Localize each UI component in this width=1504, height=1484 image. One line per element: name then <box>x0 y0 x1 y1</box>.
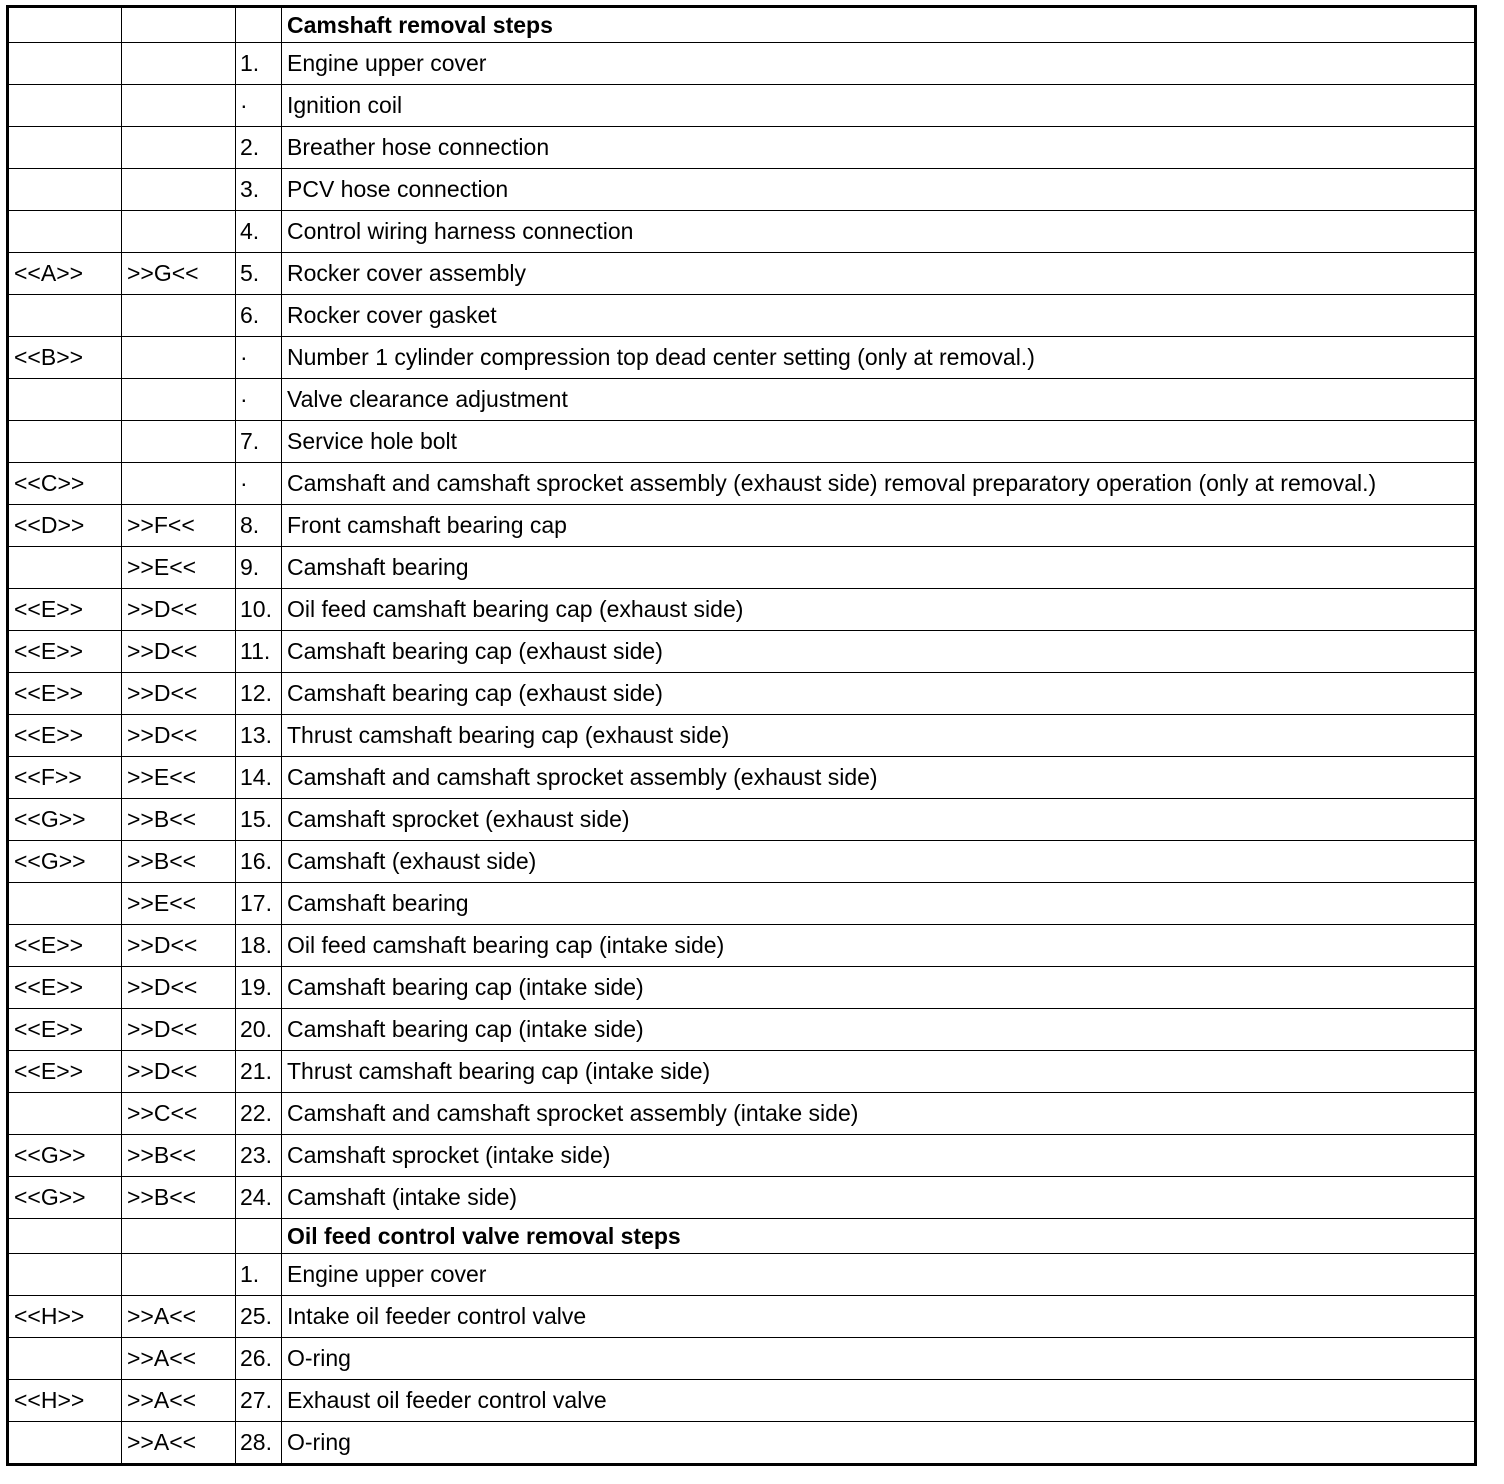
step-number-cell: 11. <box>236 631 282 673</box>
table-row <box>8 253 1476 295</box>
step-number-cell: 7. <box>236 421 282 463</box>
description-cell: Thrust camshaft bearing cap (intake side) <box>282 1051 1476 1093</box>
step-number-cell: 6. <box>236 295 282 337</box>
installation-ref-cell <box>122 1254 236 1296</box>
table-row <box>8 967 1476 1009</box>
step-number-cell <box>236 7 282 43</box>
description-cell: O-ring <box>282 1338 1476 1380</box>
table-row <box>8 211 1476 253</box>
table-row <box>8 1051 1476 1093</box>
description-cell: Breather hose connection <box>282 127 1476 169</box>
table-row <box>8 1177 1476 1219</box>
installation-ref-cell: >>B<< <box>122 799 236 841</box>
step-number-cell: · <box>236 379 282 421</box>
table-row <box>8 1009 1476 1051</box>
removal-ref-cell <box>8 85 122 127</box>
installation-ref-cell: >>F<< <box>122 505 236 547</box>
description-cell: Camshaft sprocket (intake side) <box>282 1135 1476 1177</box>
description-cell: Intake oil feeder control valve <box>282 1296 1476 1338</box>
installation-ref-cell: >>E<< <box>122 547 236 589</box>
description-cell: PCV hose connection <box>282 169 1476 211</box>
description-cell: Ignition coil <box>282 85 1476 127</box>
step-number-cell: 19. <box>236 967 282 1009</box>
removal-ref-cell: <<G>> <box>8 1177 122 1219</box>
removal-ref-cell <box>8 43 122 85</box>
step-number-cell: 23. <box>236 1135 282 1177</box>
removal-ref-cell: <<E>> <box>8 589 122 631</box>
table-row <box>8 925 1476 967</box>
table-row <box>8 1254 1476 1296</box>
removal-ref-cell <box>8 169 122 211</box>
removal-ref-cell: <<D>> <box>8 505 122 547</box>
table-row <box>8 673 1476 715</box>
table-row <box>8 295 1476 337</box>
table-row <box>8 757 1476 799</box>
removal-ref-cell <box>8 1093 122 1135</box>
installation-ref-cell: >>D<< <box>122 715 236 757</box>
description-cell: Front camshaft bearing cap <box>282 505 1476 547</box>
removal-ref-cell <box>8 211 122 253</box>
table-row <box>8 127 1476 169</box>
description-cell: Camshaft and camshaft sprocket assembly (exhaust side) <box>282 757 1476 799</box>
installation-ref-cell: >>E<< <box>122 883 236 925</box>
removal-ref-cell <box>8 1422 122 1465</box>
step-number-cell: 17. <box>236 883 282 925</box>
table-row <box>8 883 1476 925</box>
table-row <box>8 505 1476 547</box>
description-cell: Oil feed camshaft bearing cap (exhaust side) <box>282 589 1476 631</box>
step-number-cell: 15. <box>236 799 282 841</box>
removal-ref-cell: <<E>> <box>8 673 122 715</box>
description-cell: Control wiring harness connection <box>282 211 1476 253</box>
step-number-cell: 1. <box>236 1254 282 1296</box>
removal-steps-table-body <box>8 7 1476 1465</box>
section-header-row <box>8 1219 1476 1254</box>
step-number-cell: · <box>236 337 282 379</box>
table-row <box>8 799 1476 841</box>
installation-ref-cell: >>C<< <box>122 1093 236 1135</box>
installation-ref-cell: >>B<< <box>122 1135 236 1177</box>
step-number-cell: 25. <box>236 1296 282 1338</box>
installation-ref-cell: >>A<< <box>122 1380 236 1422</box>
installation-ref-cell: >>D<< <box>122 589 236 631</box>
table-row <box>8 43 1476 85</box>
removal-ref-cell: <<C>> <box>8 463 122 505</box>
step-number-cell: 8. <box>236 505 282 547</box>
step-number-cell: · <box>236 463 282 505</box>
removal-ref-cell: <<G>> <box>8 1135 122 1177</box>
step-number-cell: 12. <box>236 673 282 715</box>
description-cell: Rocker cover gasket <box>282 295 1476 337</box>
installation-ref-cell <box>122 211 236 253</box>
description-cell: Camshaft (exhaust side) <box>282 841 1476 883</box>
removal-ref-cell <box>8 883 122 925</box>
table-row <box>8 85 1476 127</box>
removal-ref-cell: <<E>> <box>8 631 122 673</box>
step-number-cell: 3. <box>236 169 282 211</box>
table-row <box>8 1296 1476 1338</box>
installation-ref-cell <box>122 295 236 337</box>
table-row <box>8 169 1476 211</box>
table-row <box>8 1338 1476 1380</box>
installation-ref-cell <box>122 463 236 505</box>
removal-ref-cell: <<E>> <box>8 715 122 757</box>
step-number-cell: 1. <box>236 43 282 85</box>
table-row <box>8 463 1476 505</box>
removal-ref-cell <box>8 1254 122 1296</box>
removal-ref-cell <box>8 547 122 589</box>
section-header-row <box>8 7 1476 43</box>
description-cell: Camshaft and camshaft sprocket assembly (intake side) <box>282 1093 1476 1135</box>
step-number-cell: 22. <box>236 1093 282 1135</box>
installation-ref-cell: >>B<< <box>122 1177 236 1219</box>
description-cell: Engine upper cover <box>282 1254 1476 1296</box>
step-number-cell: 24. <box>236 1177 282 1219</box>
installation-ref-cell <box>122 7 236 43</box>
table-row <box>8 589 1476 631</box>
installation-ref-cell <box>122 379 236 421</box>
removal-ref-cell <box>8 127 122 169</box>
table-row <box>8 1380 1476 1422</box>
step-number-cell: · <box>236 85 282 127</box>
removal-ref-cell: <<H>> <box>8 1296 122 1338</box>
removal-ref-cell: <<B>> <box>8 337 122 379</box>
step-number-cell: 2. <box>236 127 282 169</box>
description-cell: Camshaft bearing cap (intake side) <box>282 1009 1476 1051</box>
section-title: Camshaft removal steps <box>282 7 1476 43</box>
removal-ref-cell: <<E>> <box>8 1009 122 1051</box>
table-row <box>8 1093 1476 1135</box>
step-number-cell: 28. <box>236 1422 282 1465</box>
step-number-cell: 21. <box>236 1051 282 1093</box>
installation-ref-cell: >>D<< <box>122 1009 236 1051</box>
step-number-cell: 27. <box>236 1380 282 1422</box>
installation-ref-cell: >>B<< <box>122 841 236 883</box>
table-row <box>8 421 1476 463</box>
description-cell: Camshaft sprocket (exhaust side) <box>282 799 1476 841</box>
table-row <box>8 715 1476 757</box>
removal-ref-cell <box>8 295 122 337</box>
removal-ref-cell: <<E>> <box>8 1051 122 1093</box>
installation-ref-cell: >>D<< <box>122 1051 236 1093</box>
description-cell: Engine upper cover <box>282 43 1476 85</box>
description-cell: Oil feed camshaft bearing cap (intake side) <box>282 925 1476 967</box>
installation-ref-cell: >>D<< <box>122 925 236 967</box>
description-cell: O-ring <box>282 1422 1476 1465</box>
installation-ref-cell <box>122 337 236 379</box>
installation-ref-cell <box>122 1219 236 1254</box>
removal-ref-cell: <<G>> <box>8 841 122 883</box>
description-cell: Camshaft and camshaft sprocket assembly (exhaust side) removal preparatory operation (only at removal.) <box>282 463 1476 505</box>
removal-ref-cell: <<E>> <box>8 967 122 1009</box>
step-number-cell: 26. <box>236 1338 282 1380</box>
installation-ref-cell <box>122 169 236 211</box>
step-number-cell: 18. <box>236 925 282 967</box>
installation-ref-cell: >>D<< <box>122 967 236 1009</box>
table-row <box>8 1422 1476 1465</box>
description-cell: Camshaft bearing <box>282 883 1476 925</box>
table-row <box>8 547 1476 589</box>
description-cell: Rocker cover assembly <box>282 253 1476 295</box>
removal-ref-cell: <<H>> <box>8 1380 122 1422</box>
removal-ref-cell <box>8 421 122 463</box>
installation-ref-cell <box>122 421 236 463</box>
installation-ref-cell <box>122 43 236 85</box>
table-row <box>8 631 1476 673</box>
installation-ref-cell: >>D<< <box>122 631 236 673</box>
table-row <box>8 379 1476 421</box>
description-cell: Thrust camshaft bearing cap (exhaust side) <box>282 715 1476 757</box>
installation-ref-cell: >>D<< <box>122 673 236 715</box>
installation-ref-cell: >>A<< <box>122 1338 236 1380</box>
removal-ref-cell <box>8 1219 122 1254</box>
step-number-cell: 16. <box>236 841 282 883</box>
description-cell: Exhaust oil feeder control valve <box>282 1380 1476 1422</box>
step-number-cell <box>236 1219 282 1254</box>
description-cell: Service hole bolt <box>282 421 1476 463</box>
removal-steps-table <box>6 5 1477 1466</box>
description-cell: Camshaft bearing cap (exhaust side) <box>282 631 1476 673</box>
table-row <box>8 841 1476 883</box>
removal-ref-cell: <<F>> <box>8 757 122 799</box>
description-cell: Camshaft bearing cap (intake side) <box>282 967 1476 1009</box>
step-number-cell: 13. <box>236 715 282 757</box>
installation-ref-cell <box>122 85 236 127</box>
removal-ref-cell: <<G>> <box>8 799 122 841</box>
installation-ref-cell: >>A<< <box>122 1296 236 1338</box>
removal-ref-cell: <<E>> <box>8 925 122 967</box>
step-number-cell: 20. <box>236 1009 282 1051</box>
step-number-cell: 4. <box>236 211 282 253</box>
installation-ref-cell: >>G<< <box>122 253 236 295</box>
description-cell: Camshaft bearing <box>282 547 1476 589</box>
description-cell: Valve clearance adjustment <box>282 379 1476 421</box>
removal-ref-cell <box>8 1338 122 1380</box>
table-row <box>8 1135 1476 1177</box>
section-title: Oil feed control valve removal steps <box>282 1219 1476 1254</box>
table-row <box>8 337 1476 379</box>
removal-ref-cell <box>8 379 122 421</box>
installation-ref-cell: >>E<< <box>122 757 236 799</box>
installation-ref-cell <box>122 127 236 169</box>
description-cell: Number 1 cylinder compression top dead center setting (only at removal.) <box>282 337 1476 379</box>
removal-ref-cell: <<A>> <box>8 253 122 295</box>
description-cell: Camshaft (intake side) <box>282 1177 1476 1219</box>
removal-ref-cell <box>8 7 122 43</box>
step-number-cell: 14. <box>236 757 282 799</box>
step-number-cell: 9. <box>236 547 282 589</box>
installation-ref-cell: >>A<< <box>122 1422 236 1465</box>
step-number-cell: 10. <box>236 589 282 631</box>
step-number-cell: 5. <box>236 253 282 295</box>
description-cell: Camshaft bearing cap (exhaust side) <box>282 673 1476 715</box>
